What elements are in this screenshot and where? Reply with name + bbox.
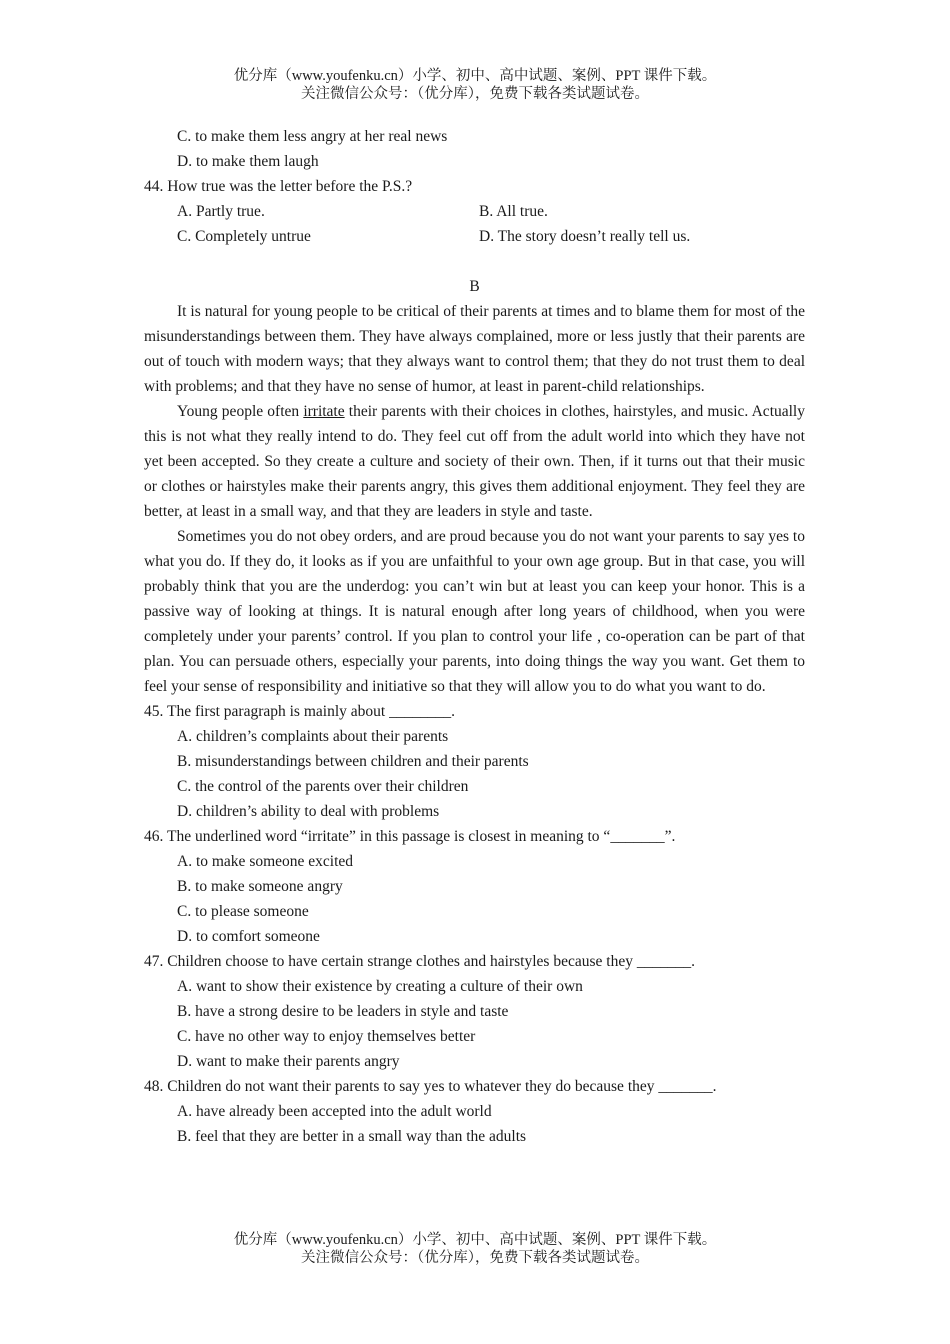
page-footer: [0, 1231, 950, 1267]
q44-option-b: B. All true.: [479, 203, 548, 220]
q43-option-d: D. to make them laugh: [177, 153, 319, 170]
q48-stem: 48. Children do not want their parents to say yes to whatever they do because they _______.: [144, 1078, 717, 1095]
section-b-title: B: [469, 278, 480, 295]
q45-option-a: A. children’s complaints about their parents: [177, 728, 449, 745]
page-content: [144, 124, 805, 1149]
footer-line-1: 优分库（www.youfenku.cn）小学、初中、高中试题、案例、PPT 课件下载。: [233, 1232, 717, 1248]
q47-option-b: B. have a strong desire to be leaders in style and taste: [177, 1003, 509, 1020]
q44-option-d: D. The story doesn’t really tell us.: [479, 228, 691, 245]
q46-option-a: A. to make someone excited: [177, 853, 354, 870]
q44-stem: 44. How true was the letter before the P.S.?: [144, 178, 413, 195]
q45-option-b: B. misunderstandings between children and their parents: [177, 753, 529, 770]
q48-option-a: A. have already been accepted into the adult world: [177, 1103, 492, 1120]
q47-option-a: A. want to show their existence by creating a culture of their own: [177, 978, 583, 995]
q46-stem: 46. The underlined word “irritate” in this passage is closest in meaning to “_______”.: [144, 828, 676, 845]
q46-option-d: D. to comfort someone: [177, 928, 320, 945]
passage-paragraph-2: [144, 399, 805, 524]
q44-option-a: A. Partly true.: [177, 203, 265, 220]
q44-option-c: C. Completely untrue: [177, 228, 311, 245]
page-header: [0, 67, 950, 103]
q44-options-row-2: [144, 224, 805, 249]
q46-option-c: C. to please someone: [177, 903, 309, 920]
header-line-1: 优分库（www.youfenku.cn）小学、初中、高中试题、案例、PPT 课件下载。: [233, 68, 717, 84]
q45-option-c: C. the control of the parents over their children: [177, 778, 469, 795]
paragraph-2-start: Young people often: [177, 403, 304, 420]
passage-paragraph-1: It is natural for young people to be critical of their parents at times and to blame them for most of the misunderstandings between them. They have always complained, more or less justly that their parents are out of touch with modern ways; that they always want to control them; that they do not trust them to deal with problems; and that they have no sense of humor, at least in parent-child relationships.: [144, 303, 805, 395]
q46-option-b: B. to make someone angry: [177, 878, 343, 895]
passage-paragraph-3: Sometimes you do not obey orders, and are proud because you do not want your parents to say yes to what you do. If they do, it looks as if you are unfaithful to your own age group. But in that case, you will probably think that you are the underdog: you can’t win but at least you can keep your honor. This is a passive way of looking at things. It is natural enough after long years of childhood, when you were completely under your parents’ control. If you plan to control your life , co-operation can be part of that plan. You can persuade others, especially your parents, into doing things the way you want. Get them to feel your sense of responsibility and initiative so that they will allow you to do what you want to do.: [144, 528, 805, 695]
paragraph-2-rest: their parents with their choices in clothes, hairstyles, and music. Actually this is not what they really intend to do. They feel cut off from the adult world into which they have not yet been accepted. So they create a culture and society of their own. Then, if it turns out that their music or clothes or hairstyles make their parents angry, this gives them additional enjoyment. They feel they are better, at least in a small way, and that they are leaders in style and taste.: [144, 403, 805, 520]
spacer: [144, 249, 805, 274]
q43-option-c: C. to make them less angry at her real news: [177, 128, 448, 145]
q47-option-d: D. want to make their parents angry: [177, 1053, 400, 1070]
q48-option-b: B. feel that they are better in a small way than the adults: [177, 1128, 527, 1145]
underlined-word-irritate: irritate: [303, 403, 345, 420]
q45-stem: 45. The first paragraph is mainly about ________.: [144, 703, 455, 720]
q47-option-c: C. have no other way to enjoy themselves better: [177, 1028, 476, 1045]
q47-stem: 47. Children choose to have certain strange clothes and hairstyles because they _______.: [144, 953, 695, 970]
q45-option-d: D. children’s ability to deal with problems: [177, 803, 440, 820]
header-line-2: 关注微信公众号：（优分库），免费下载各类试题试卷。: [301, 86, 649, 102]
q44-options-row-1: [144, 199, 805, 224]
footer-line-2: 关注微信公众号：（优分库），免费下载各类试题试卷。: [301, 1250, 649, 1266]
